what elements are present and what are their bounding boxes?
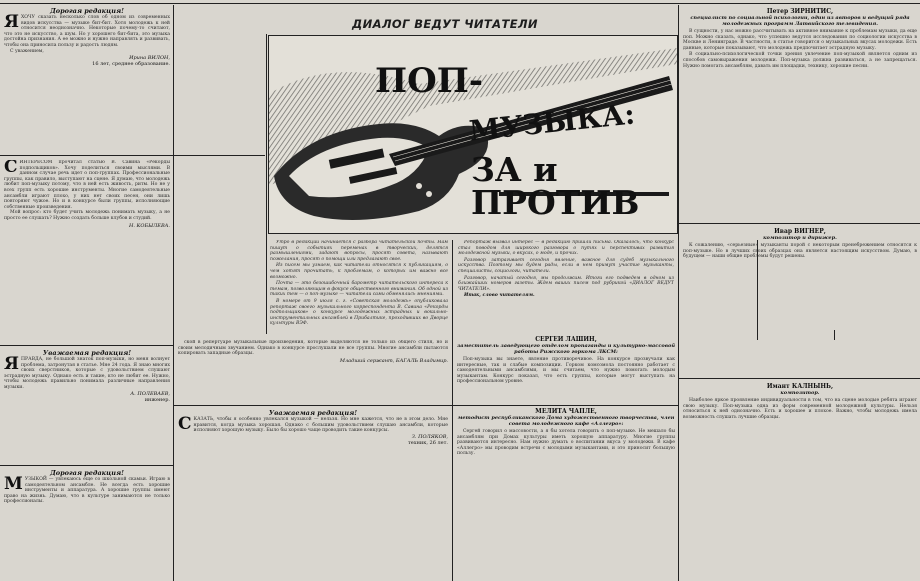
chaple-name: МЕЛИТА ЧАПЛЕ, — [535, 408, 597, 415]
letter-polevaev — [4, 350, 170, 462]
letter-vilon-text2: С уважением, — [10, 48, 44, 54]
letter-polevaev-dropcap: Я — [4, 354, 19, 374]
intro-p8: Итак, слово читателям. — [464, 293, 535, 299]
letter-musician-dropcap: М — [4, 474, 23, 494]
letter-polyakov-signature2: техник, 26 лет. — [408, 439, 448, 446]
letter-polyakov-dropcap: С — [178, 414, 192, 434]
letter-polevaev-header: Уважаемая редакция! — [42, 350, 132, 357]
comment-zirnitis — [683, 8, 917, 220]
section-heading: ДИАЛОГ ВЕДУТ ЧИТАТЕЛИ — [352, 17, 538, 31]
letter-musician-text: УЗЫКОЙ — увлекаюсь еще со школьной скамьи. Играю в самодеятельном ансамбле. Не всегда есть хорошие инструменты и аппаратура. А хорошие группы имеют право на жизнь. Думаю, что в культуре занимаются не только профессионалы. — [4, 477, 170, 505]
wigner-text: К сожалению, «серьезные» музыканты порой с некоторым пренебрежением относятся к поп-музыке. Но в лучших своих образцах она является настоящим искусством. Думаю, в будущем — наши общие проблемы будут решены. — [683, 243, 917, 260]
letter-kobyleva — [4, 160, 170, 342]
zirnitis-title: специалист по социальной психологии, один из авторов и ведущий ряда молодежных программ Латвийского телевидения. — [690, 15, 910, 27]
rule-h7 — [679, 378, 920, 379]
lashin-title: заместитель заведующего отделом пропаганды и культурно-массовой работы Рижского горкома ЛКСМ: — [457, 343, 675, 355]
intro-p5: Репортаж вызвал интерес — в редакцию пришли письма. Оказалось, что конкурс стал поводом для широкого разговора о путях и перспективах развития молодежной музыки, о вкусах, о моде, и прочих. — [458, 240, 674, 257]
rule-h3 — [0, 465, 173, 466]
letter-kobyleva-dropcap: С — [4, 160, 18, 177]
letter-vilon-dropcap: Я — [4, 12, 19, 32]
letter-vilon — [4, 8, 170, 153]
wigner-name: Ивар ВИГНЕР, — [774, 228, 826, 235]
lashin-text: Поп-музыка вы знаете, явление противоречивое. На конкурсе прозвучали как интересные, так и слабые композиции. Горком комсомола постоянно работает с самодеятельными ансамблями, и мы считаем, что нужно помогать молодым музыкантам. Конкурс показал, что есть группы, которые могут выступать на профессиональном уровне. — [457, 357, 675, 385]
letter-polyakov-header: Уважаемая редакция! — [268, 410, 358, 417]
intro-p4: В номере от 9 июля с. г. «Советская молодежь» опубликовала репортаж своего музыкального корреспондента В. Савина «Рекорды подпольщиков» о конкурсе молодежных эстрадных и вокально-инструментальных ансамблей в Прибалтике, проходивших во Дворце культуры ВЭФ. — [270, 298, 448, 327]
rule-v1 — [173, 5, 174, 581]
letter-vilon-text: ХОЧУ сказать несколько слов об одном из современных видов искусства — музыке бит-бит. Хотя молодежь к ней относится неоднозначно. Некоторые почему-то считают, что это не искусство, а шум. Но у хорошего бит-бита, это музыка достойна признания. А ее можно и нужно направлять и развивать, чтобы она приносила пользу и радость людям. — [4, 15, 170, 48]
letter-kobyleva-signature: Н. КОБЫЛЕВА. — [129, 222, 170, 229]
poster-frame — [268, 35, 678, 234]
kalnyn-title: композитор. — [780, 390, 820, 396]
poster-word-music: МУЗЫКА: — [467, 97, 637, 148]
letter-polevaev-signature: А. ПОЛЕВАЕВ, — [130, 390, 170, 397]
letter-polevaev-text: ПРАВДА, не большой знаток поп-музыки, но меня волнует проблема, затронутая в статье. Мне 24 года. Я знаю многих своих сверстников, которые с удовольствием слушают эстрадную музыку. Однако есть и такие, кто не любит ее. Нужно, чтобы молодежь правильно понимала различные направления музыки. — [4, 357, 170, 390]
rule-h6 — [679, 223, 920, 224]
lashin-name: СЕРГЕЙ ЛАШИН, — [535, 336, 597, 343]
letter-polevaev-signature2: инженер. — [144, 396, 170, 403]
letter-bagal-text: ской в репертуаре музыкальные произведения, которые выделяются не только из общего стиля, но и своим мелодичным звучанием. Однако в конкурсе прослушали не все группы. Многие ансамбли пытаются копировать западные образцы. — [178, 340, 448, 357]
intro-p3: Почта — это безошибочный барометр читательского интереса к темам, позволяющим в фокусе общественного внимания. Об одной из таких тем — о поп-музыке — читатели сами обменялись мнениями. — [270, 281, 448, 298]
wigner-title: композитор и дирижер. — [763, 235, 837, 241]
letter-kobyleva-text2: Мой вопрос: кто будет учить молодежь понимать музыку, а не просто ее слушать? Нужно создать больше клубов и студий. — [4, 210, 170, 221]
rule-h1 — [0, 155, 265, 156]
letter-musician-header: Дорогая редакция! — [49, 470, 125, 477]
zirnitis-text: В сущности, у нас можно рассчитывать на активное внимание к проблемам музыки, да еще поп. Можно сказать, однако, что успешно ведутся исследования по социологии искусства в Москве и Ленинграде. В частности, в статье говорится о музыкальных вкусах молодежи. Есть данные, которые показывают, что молодежь предпочитает эстрадную музыку. — [683, 29, 917, 51]
rule-h2 — [0, 345, 173, 346]
rule-h5 — [453, 405, 678, 406]
letter-vilon-signature: Ирина ВИЛОН, — [129, 55, 170, 62]
zirnitis-text2: В социально-психологической точки зрения увлечение поп-музыкой является одним из способов самовыражения молодежи. Поп-музыка должна развиваться, а не запрещаться. Нужно помогать ансамблям, давать им площадки, технику, хорошие песни. — [683, 52, 917, 69]
chaple-text: Сергей говорил о массовости, а я бы хотела говорить о поп-музыке. Не мешало бы ансамблям при Домах культуры иметь хорошую аппаратуру. Многие группы развиваются интересно. Нам нужно думать о воспитании вкуса у молодежи. В кафе «Аллегро» мы проводим встречи с молодыми музыкантами, и это приносит большую пользу. — [457, 429, 675, 457]
rule-v4 — [678, 5, 679, 581]
intro-p1: Утро в редакции начинается с разбора читательской почты. Нам пишут о событиях переменах в творческих, делятся размышлениями, задают вопросы, просят совета, называют пожелания, просят о помощи или предлагают свое. — [270, 240, 448, 262]
letter-polyakov — [178, 410, 448, 578]
intro-p7: Разговор, начатый сегодня, мы продолжим. Итоги его подведем в одном из ближайших номеров газеты. Ждем ваших писем под рубрикой «ДИАЛОГ ВЕДУТ ЧИТАТЕЛИ». — [458, 275, 674, 292]
letter-polyakov-text: КАЗАТЬ, чтобы я особенно увлекался музыкой — нельзя. Но мне кажется, что не в этом дело. Мне нравится, когда музыка хорошая. Однако с большим удовольствием слушаю ансамбли, которые исполняют хорошую музыку. Было бы хорошо чаще проводить такие конкурсы. — [193, 417, 448, 434]
letter-bagal — [178, 340, 448, 402]
rule-v3 — [452, 240, 453, 581]
letter-bagal-signature: Младший сержант, БАГАЛЬ Владимир. — [339, 357, 448, 364]
kalnyn-name: Имант КАЛНЫНЬ, — [766, 383, 834, 390]
rule-v2 — [266, 34, 267, 334]
intro-p6: Разговор затрагивает сегодня явление, важное для судеб музыкального искусства. Поэтому мы будем рады, если в нем примут участие музыканты, специалисты, социологи, читатели. — [458, 257, 674, 274]
chaple-title: методист республиканского Дома художественного творчества, член совета молодежного кафе «Аллегро»: — [457, 415, 675, 427]
comment-wigner — [683, 228, 917, 374]
letter-polyakov-signature: З. ПОЛЯКОВ, — [411, 433, 448, 440]
rule-h4 — [174, 405, 452, 406]
poster-word-for-against: ЗА и ПРОТИВ — [471, 150, 640, 222]
top-rule — [0, 3, 920, 4]
letter-musician — [4, 470, 170, 578]
kalnyn-text: Наиболее яркое проявление индивидуальности в том, что на сцене молодые ребята играют свою музыку. Поп-музыка одна из форм современной молодежной культуры. Нельзя относиться к ней однозначно. Есть и хорошее и плохое. Важно, чтобы молодежь имела возможность слушать лучшие образцы. — [683, 398, 917, 420]
letter-kobyleva-text: ИНТЕРЕСОМ прочитал статью В. Савина «Рекорды подпольщиков». Хочу поделиться своими мыслями. В данном случае речь идет о поп-группах. Профессиональные группы, как правило, выступают на сцене. Я думаю, что молодежь любит поп-музыку потому, что в ней есть живость, ритм. Но не у всех групп есть хорошие инструменты. Многие самодеятельные ансамбли играют плохо, у них нет своих песен, они лишь повторяют чужое. Но и в конкурсе были группы, исполняющие собственные произведения. — [4, 160, 170, 210]
poster-word-pop: ПОП- — [375, 61, 483, 101]
intro-p2: Из писем мы узнаем, как читатели относятся к публикациям, о чем хотят прочитать, к проблемам, о которых им важно все возможно. — [270, 263, 448, 280]
comment-kalnyn — [683, 383, 917, 578]
letter-vilon-signature2: 16 лет, среднее образование. — [92, 61, 170, 68]
letter-vilon-header: Дорогая редакция! — [49, 8, 125, 15]
comment-chaple — [457, 408, 675, 578]
zirnitis-name: Петер ЗИРНИТИС, — [766, 8, 834, 15]
comment-lashin — [457, 336, 675, 402]
